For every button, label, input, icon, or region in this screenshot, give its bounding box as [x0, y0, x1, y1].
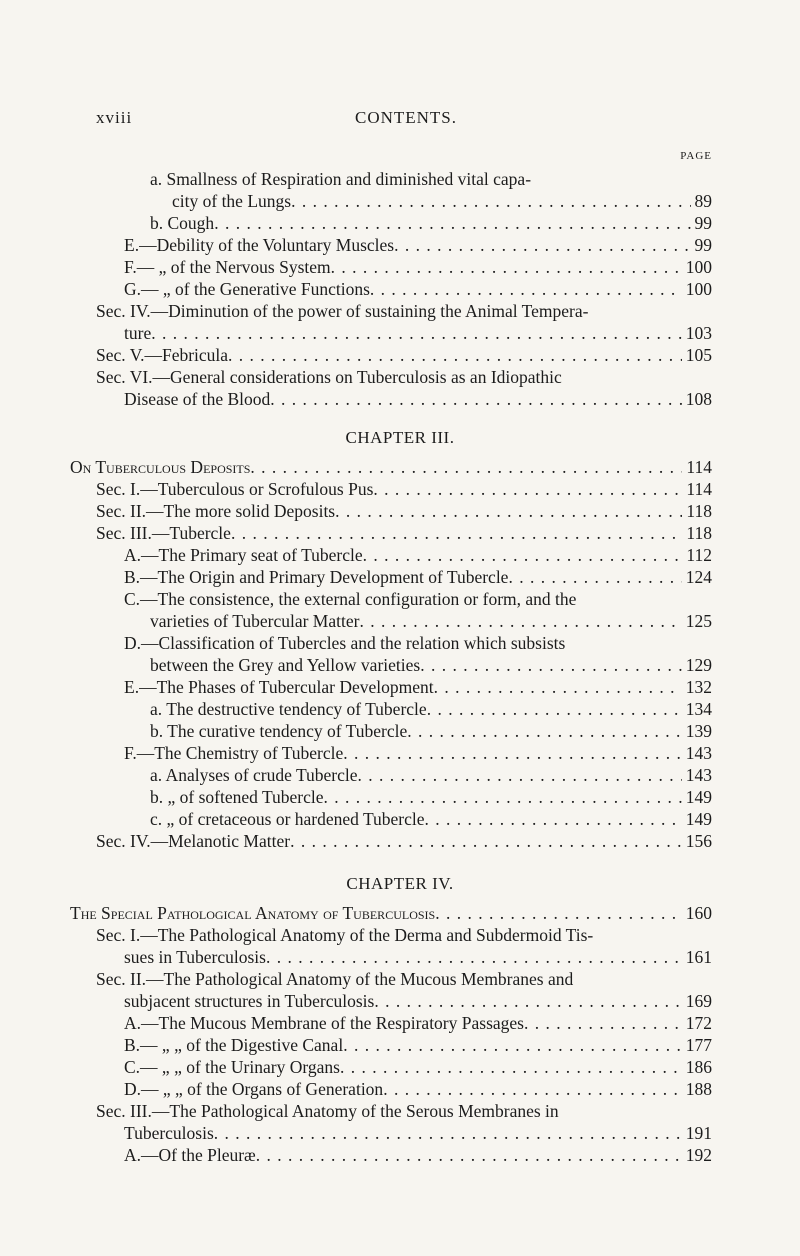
toc-entry: subjacent structures in Tuberculosis . . . 169 — [124, 990, 712, 1012]
toc-entry: city of the Lungs . . . 89 — [172, 190, 712, 212]
toc-entry: a. Smallness of Respiration and diminished vital capa- — [150, 169, 532, 189]
running-header — [96, 108, 716, 134]
toc-entry: F.— „ of the Nervous System . . . 100 — [124, 256, 712, 278]
toc-entry: c. „ of cretaceous or hardened Tubercle . . . 149 — [150, 808, 712, 830]
toc-entry: Sec. IV.—Melanotic Matter . . . 156 — [96, 830, 712, 852]
toc-entry: Sec. IV.—Diminution of the power of sustaining the Animal Tempera- — [96, 301, 589, 321]
toc-entry: Sec. II.—The more solid Deposits . . . 118 — [96, 500, 712, 522]
toc-entry: Sec. I.—The Pathological Anatomy of the Derma and Subdermoid Tis- — [96, 925, 594, 945]
chapter-heading: CHAPTER IV. — [346, 874, 454, 893]
toc-entry: D.—Classification of Tubercles and the relation which subsists — [124, 633, 566, 653]
toc-entry: D.— „ „ of the Organs of Generation . . . 188 — [124, 1078, 712, 1100]
toc-entry: sues in Tuberculosis . . . 161 — [124, 946, 712, 968]
toc-entry: A.—The Mucous Membrane of the Respiratory Passages . . . 172 — [124, 1012, 712, 1034]
toc-entry: A.—Of the Pleuræ . . . 192 — [124, 1144, 712, 1166]
toc-entry: varieties of Tubercular Matter . . . 125 — [150, 610, 712, 632]
chapter-heading: CHAPTER III. — [345, 428, 455, 447]
toc-entry: Tuberculosis . . . 191 — [124, 1122, 712, 1144]
toc-entry: Sec. III.—Tubercle . . . 118 — [96, 522, 712, 544]
toc-entry: Sec. II.—The Pathological Anatomy of the Mucous Membranes and — [96, 969, 574, 989]
toc-entry: The Special Pathological Anatomy of Tuberculosis . . . 160 — [70, 902, 712, 924]
toc-entry: b. „ of softened Tubercle . . . 149 — [150, 786, 712, 808]
toc-entry: B.— „ „ of the Digestive Canal . . . 177 — [124, 1034, 712, 1056]
toc-entry: Sec. I.—Tuberculous or Scrofulous Pus . . . 114 — [96, 478, 712, 500]
toc-entry: G.— „ of the Generative Functions . . . 100 — [124, 278, 712, 300]
toc-entry: Sec. VI.—General considerations on Tuberculosis as an Idiopathic — [96, 367, 562, 387]
toc-entry: Sec. V.—Febricula . . . 105 — [96, 344, 712, 366]
toc-entry: a. Analyses of crude Tubercle . . . 143 — [150, 764, 712, 786]
toc-entry: b. The curative tendency of Tubercle . . . 139 — [150, 720, 712, 742]
toc-entry: F.—The Chemistry of Tubercle . . . 143 — [124, 742, 712, 764]
running-title: CONTENTS. — [354, 108, 458, 127]
toc-entry: E.—Debility of the Voluntary Muscles . . . 99 — [124, 234, 712, 256]
toc-entry: b. Cough . . . 99 — [150, 212, 712, 234]
page-number: xviii — [96, 108, 133, 127]
toc-entry: C.—The consistence, the external configuration or form, and the — [124, 589, 577, 609]
toc-entry: A.—The Primary seat of Tubercle . . . 112 — [124, 544, 712, 566]
toc-entry: Disease of the Blood . . . 108 — [124, 388, 712, 410]
page-column-label: PAGE — [680, 150, 712, 162]
toc-entry: between the Grey and Yellow varieties . . . 129 — [150, 654, 712, 676]
toc-entry: On Tuberculous Deposits . . . 114 — [70, 456, 712, 478]
toc-entry: B.—The Origin and Primary Development of Tubercle . . . 124 — [124, 566, 712, 588]
toc-entry: Sec. III.—The Pathological Anatomy of the Serous Membranes in — [96, 1101, 559, 1121]
toc-entry: E.—The Phases of Tubercular Development . . . 132 — [124, 676, 712, 698]
toc-entry: ture . . . 103 — [124, 322, 712, 344]
toc-entry: C.— „ „ of the Urinary Organs . . . 186 — [124, 1056, 712, 1078]
toc-entry: a. The destructive tendency of Tubercle . . . 134 — [150, 698, 712, 720]
